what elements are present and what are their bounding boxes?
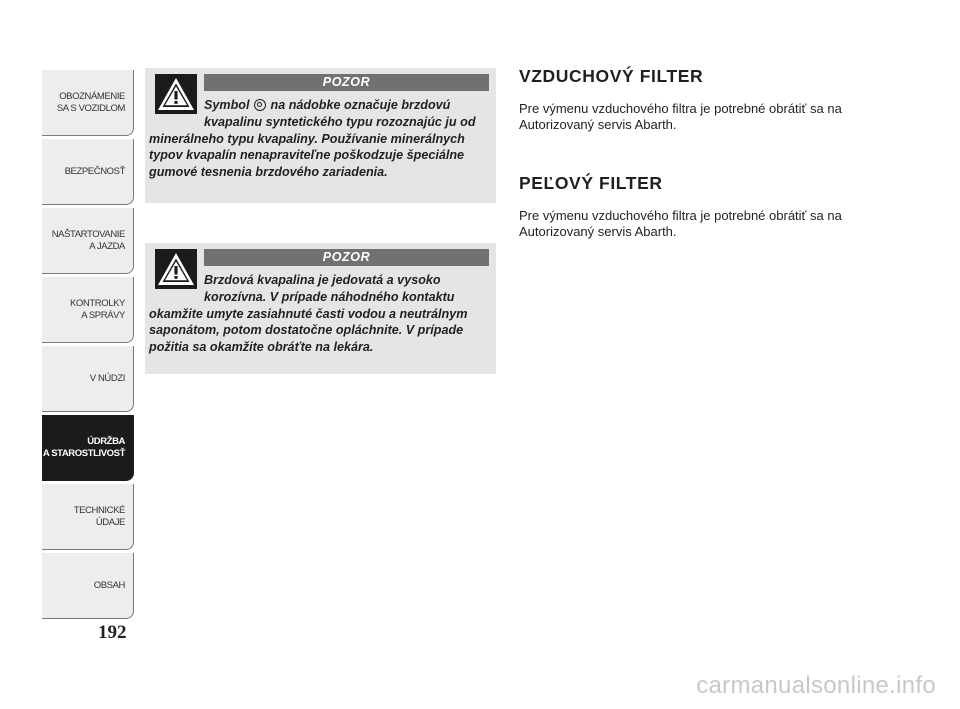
tab-v-nudzi[interactable] bbox=[42, 346, 134, 412]
warning-text bbox=[149, 272, 488, 356]
section-air-filter bbox=[519, 66, 879, 133]
section-body: Pre výmenu vzduchového filtra je potrebné obrátiť sa na Autorizovaný servis Abarth. bbox=[519, 208, 842, 239]
section-body: Pre výmenu vzduchového filtra je potrebné obrátiť sa na Autorizovaný servis Abarth. bbox=[519, 101, 842, 132]
tab-label-line: ÚDRŽBA bbox=[87, 435, 125, 447]
section-heading: VZDUCHOVÝ FILTER bbox=[519, 66, 704, 86]
tab-label-line: ÚDAJE bbox=[95, 516, 125, 528]
tab-label-line: OBOZNÁMENIE bbox=[59, 90, 125, 102]
watermark: carmanualsonline.info bbox=[696, 672, 936, 699]
page-number: 192 bbox=[98, 622, 127, 643]
warning-box-brake-fluid-toxic bbox=[145, 243, 496, 374]
tab-label-line: OBSAH bbox=[93, 579, 125, 591]
tab-oboznamenie[interactable] bbox=[42, 70, 134, 136]
tab-obsah[interactable] bbox=[42, 553, 134, 619]
tab-label-line: SA S VOZIDLOM bbox=[56, 102, 125, 114]
tab-label-line: TECHNICKÉ bbox=[73, 504, 125, 516]
section-heading: PEĽOVÝ FILTER bbox=[519, 173, 663, 193]
tab-label-line: V NÚDZI bbox=[89, 372, 125, 384]
section-pollen-filter bbox=[519, 173, 879, 240]
tab-label-line: KONTROLKY bbox=[70, 297, 125, 309]
tab-label-line: BEZPEČNOSŤ bbox=[64, 165, 125, 177]
warning-box-brake-fluid-symbol bbox=[145, 68, 496, 203]
warning-text bbox=[149, 97, 488, 181]
tab-technicke-udaje[interactable] bbox=[42, 484, 134, 550]
brake-fluid-symbol-icon bbox=[254, 99, 266, 111]
tab-label-line: A STAROSTLIVOSŤ bbox=[42, 447, 125, 459]
tab-label-line: A JAZDA bbox=[89, 240, 125, 252]
warning-title: POZOR bbox=[204, 74, 489, 91]
chapter-tabs bbox=[42, 70, 134, 622]
warning-text-start: Symbol bbox=[204, 98, 250, 112]
tab-label-line: NAŠTARTOVANIE bbox=[51, 228, 125, 240]
warning-text-body: Brzdová kvapalina je jedovatá a vysoko korozívna. V prípade náhodného kontaktu okamžite umyte zasiahnuté časti vodou a neutrálnym saponátom, potom dostatočne opláchnite. V prípade požitia sa okamžite obráťte na lekára. bbox=[149, 273, 468, 355]
warning-title: POZOR bbox=[204, 249, 489, 266]
tab-kontrolky[interactable] bbox=[42, 277, 134, 343]
warning-text-rest: na nádobke označuje brzdovú kvapalinu syntetického typu rozoznajúc ju od minerálneho typu kvapaliny. Používanie minerálnych typov kvapalín nenapraviteľne poškodzuje špeciálne gumové tesnenia brzdového zariadenia. bbox=[149, 98, 476, 180]
tab-nastartovanie[interactable] bbox=[42, 208, 134, 274]
tab-bezpecnost[interactable] bbox=[42, 139, 134, 205]
tab-udrzba-active[interactable] bbox=[42, 415, 134, 481]
tab-label-line: A SPRÁVY bbox=[81, 309, 125, 321]
